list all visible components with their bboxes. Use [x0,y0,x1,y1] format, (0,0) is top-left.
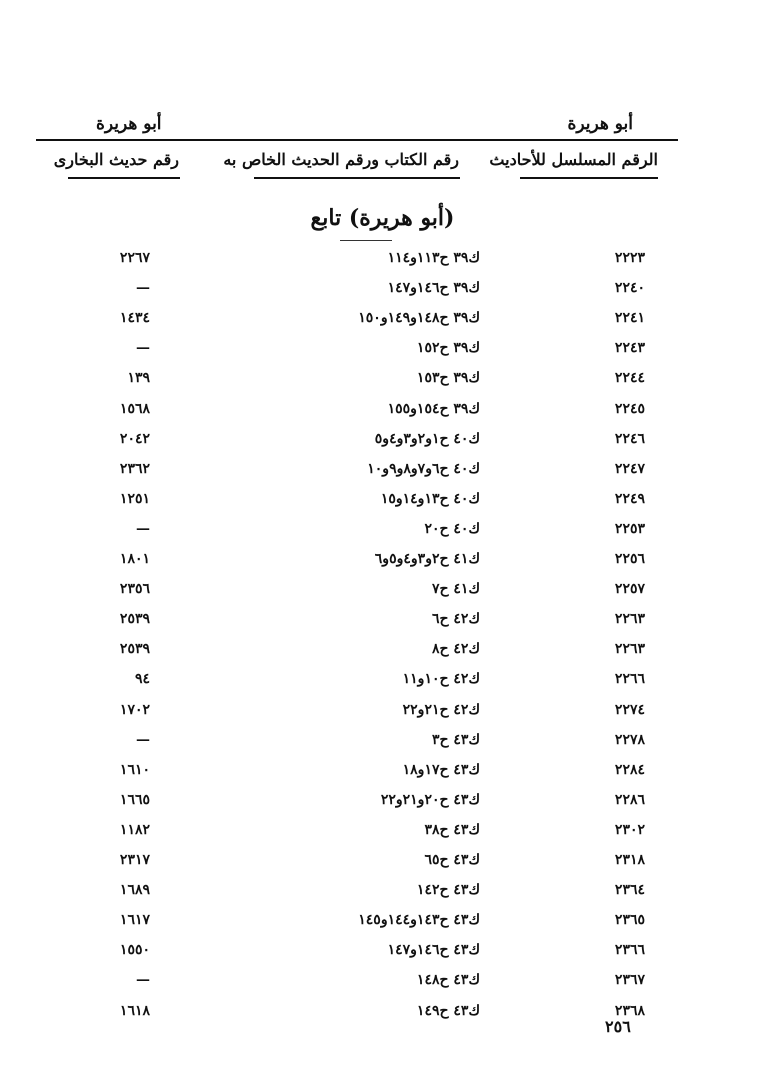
bukhari-number-cell: — [136,972,150,989]
table-row [0,671,765,699]
table-row [0,581,765,609]
book-hadith-ref-cell: ك٤٣ ح٣٨ [424,821,480,838]
column-header-book-underline [254,177,460,179]
serial-number-cell: ٢٣٠٢ [614,821,645,838]
serial-number-cell: ٢٢٦٦ [614,671,645,688]
bukhari-number-cell: ١٦١٠ [119,761,150,778]
table-row [0,461,765,489]
book-hadith-ref-cell: ك٤٣ ح٣ [431,731,480,748]
bukhari-number-cell: ٢٥٣٩ [119,641,150,658]
book-hadith-ref-cell: ك٣٩ ح١٥٣ [416,370,480,387]
bukhari-number-cell: ١٨٠١ [119,551,150,567]
book-hadith-ref-cell: ك٣٩ ح١١٣و١١٤ [387,250,480,266]
bukhari-number-cell: ١٦١٧ [119,912,150,929]
book-hadith-ref-cell: ك٤٣ ح١٤٢ [416,882,480,899]
table-row [0,491,765,519]
table-row [0,1003,765,1031]
serial-number-cell: ٢٢٤٤ [614,370,645,387]
book-hadith-ref-cell: ك٤٣ ح١٤٨ [416,972,480,989]
bukhari-number-cell: ٩٤ [134,671,150,688]
column-header-bukhari-underline [68,177,180,179]
column-header-serial-underline [520,177,658,179]
serial-number-cell: ٢٢٤٠ [614,280,645,297]
serial-number-cell: ٢٢٤١ [614,310,645,327]
bukhari-number-cell: ٢٣٦٢ [119,460,150,477]
header-rule [36,139,678,141]
table-row [0,912,765,940]
bukhari-number-cell: ١٦١٨ [119,1002,150,1019]
book-hadith-ref-cell: ك٣٩ ح١٤٨و١٤٩و١٥٠ [358,310,480,327]
book-hadith-ref-cell: ك٤٢ ح٢١و٢٢ [402,701,480,718]
bukhari-number-cell: ٢٣٥٦ [119,581,150,598]
table-row [0,792,765,820]
bukhari-number-cell: ١٣٩ [127,370,150,387]
book-hadith-ref-cell: ك٤٠ ح٦و٧و٨و٩و١٠ [367,460,480,477]
serial-number-cell: ٢٣١٨ [614,852,645,868]
section-title-underline [340,240,392,241]
book-hadith-ref-cell: ك٤٠ ح١٣و١٤و١٥ [380,490,480,507]
bukhari-number-cell: ١١٨٢ [119,821,150,838]
book-hadith-ref-cell: ك٤٣ ح٢٠و٢١و٢٢ [380,791,480,808]
book-hadith-ref-cell: ك٤٣ ح٦٥ [424,852,480,868]
table-row [0,972,765,1000]
table-row [0,611,765,639]
book-hadith-ref-cell: ك٤٣ ح١٧و١٨ [402,761,480,778]
table-row [0,521,765,549]
bukhari-number-cell: ١٧٠٢ [119,701,150,718]
table-row [0,702,765,730]
serial-number-cell: ٢٢٧٨ [614,731,645,748]
bukhari-number-cell: — [136,280,150,297]
serial-number-cell: ٢٢٦٣ [614,611,645,628]
section-title: (أبو هريرة) تابع [310,205,455,231]
table-row [0,431,765,459]
bukhari-number-cell: ١٦٨٩ [119,882,150,899]
book-hadith-ref-cell: ك٤٠ ح٢٠ [424,520,480,537]
serial-number-cell: ٢٣٦٥ [614,912,645,929]
table-row [0,401,765,429]
book-hadith-ref-cell: ك٤١ ح٢و٣و٤و٥و٦ [374,551,480,567]
table-row [0,732,765,760]
serial-number-cell: ٢٢٨٦ [614,791,645,808]
table-row [0,641,765,669]
serial-number-cell: ٢٢٨٤ [614,761,645,778]
serial-number-cell: ٢٢٦٣ [614,641,645,658]
bukhari-number-cell: — [136,520,150,537]
table-row [0,310,765,338]
table-row [0,822,765,850]
bukhari-number-cell: ٢٢٦٧ [119,250,150,266]
bukhari-number-cell: ١٢٥١ [119,490,150,507]
column-header-bukhari: رقم حديث البخارى [53,150,179,169]
bukhari-number-cell: ١٥٦٨ [119,400,150,417]
serial-number-cell: ٢٣٦٧ [614,972,645,989]
book-hadith-ref-cell: ك٤٣ ح١٤٦و١٤٧ [387,942,480,959]
serial-number-cell: ٢٢٤٩ [614,490,645,507]
book-hadith-ref-cell: ك٣٩ ح١٥٤و١٥٥ [387,400,480,417]
bukhari-number-cell: ٢٥٣٩ [119,611,150,628]
serial-number-cell: ٢٢٢٣ [614,250,645,266]
table-row [0,882,765,910]
running-header-right: أبو هريرة [567,114,633,134]
serial-number-cell: ٢٢٤٦ [614,430,645,447]
serial-number-cell: ٢٣٦٦ [614,942,645,959]
table-row [0,942,765,970]
book-hadith-ref-cell: ك٤٢ ح٨ [431,641,480,658]
table-row [0,852,765,880]
table-row [0,551,765,579]
bukhari-number-cell: ٢٣١٧ [119,852,150,868]
serial-number-cell: ٢٢٧٤ [614,701,645,718]
book-hadith-ref-cell: ك٤٢ ح٦ [431,611,480,628]
bukhari-number-cell: ٢٠٤٢ [119,430,150,447]
serial-number-cell: ٢٢٥٦ [614,551,645,567]
table-row [0,370,765,398]
serial-number-cell: ٢٢٤٥ [614,400,645,417]
serial-number-cell: ٢٣٦٨ [614,1002,645,1019]
bukhari-number-cell: — [136,340,150,357]
book-hadith-ref-cell: ك٤٠ ح١و٢و٣و٤و٥ [374,430,480,447]
column-header-book: رقم الكتاب ورقم الحديث الخاص به [223,150,459,169]
bukhari-number-cell: ١٤٣٤ [119,310,150,327]
table-row [0,762,765,790]
serial-number-cell: ٢٢٥٧ [614,581,645,598]
running-header-left: أبو هريرة [96,114,162,134]
book-hadith-ref-cell: ك٣٩ ح١٥٢ [416,340,480,357]
bukhari-number-cell: ١٦٦٥ [119,791,150,808]
book-hadith-ref-cell: ك٤٣ ح١٤٣و١٤٤و١٤٥ [358,912,480,929]
book-hadith-ref-cell: ك٤٣ ح١٤٩ [416,1002,480,1019]
column-header-serial: الرقم المسلسل للأحاديث [489,150,658,169]
table-row [0,340,765,368]
serial-number-cell: ٢٢٤٧ [614,460,645,477]
page-number: ٢٥٦ [605,1017,631,1036]
serial-number-cell: ٢٢٤٣ [614,340,645,357]
serial-number-cell: ٢٢٥٣ [614,520,645,537]
table-row [0,250,765,278]
bukhari-number-cell: — [136,731,150,748]
bukhari-number-cell: ١٥٥٠ [119,942,150,959]
book-hadith-ref-cell: ك٤١ ح٧ [431,581,480,598]
table-row [0,280,765,308]
book-hadith-ref-cell: ك٣٩ ح١٤٦و١٤٧ [387,280,480,297]
serial-number-cell: ٢٣٦٤ [614,882,645,899]
book-hadith-ref-cell: ك٤٢ ح١٠و١١ [402,671,480,688]
